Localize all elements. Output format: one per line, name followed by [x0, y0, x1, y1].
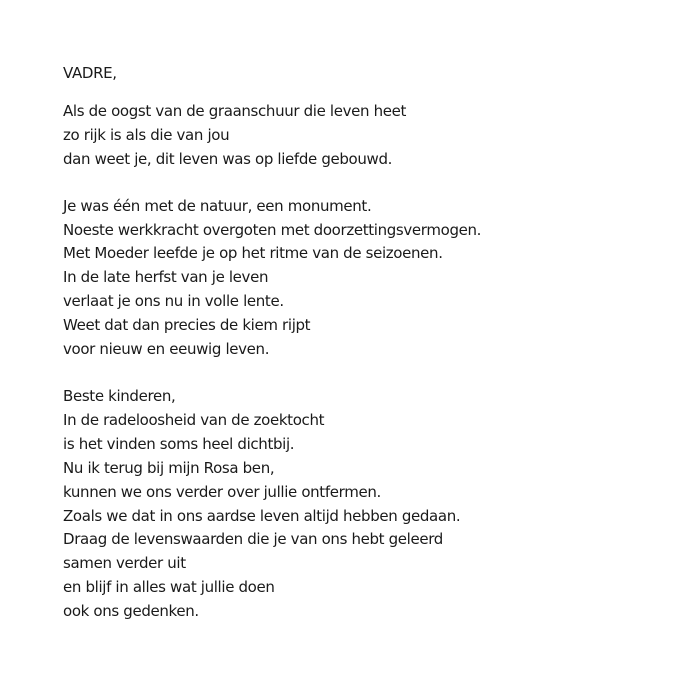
poem-line: Met Moeder leefde je op het ritme van de seizoenen. — [63, 244, 443, 263]
poem-line: samen verder uit — [63, 554, 186, 573]
poem-line: In de late herfst van je leven — [63, 268, 269, 287]
poem-line: Als de oogst van de graanschuur die leven heet — [63, 101, 407, 120]
poem-line: Noeste werkkracht overgoten met doorzettingsvermogen. — [63, 220, 482, 239]
stanza-3 — [63, 385, 643, 624]
poem-line: verlaat je ons nu in volle lente. — [63, 292, 284, 311]
poem-line: en blijf in alles wat jullie doen — [63, 578, 275, 597]
poem-line: kunnen we ons verder over jullie ontfermen. — [63, 482, 381, 501]
poem-line: is het vinden soms heel dichtbij. — [63, 434, 295, 453]
poem-line: zo rijk is als die van jou — [63, 125, 230, 144]
poem-line: Beste kinderen, — [63, 386, 176, 405]
poem-line: ook ons gedenken. — [63, 602, 199, 621]
poem-line: Weet dat dan precies de kiem rijpt — [63, 316, 311, 335]
poem — [63, 62, 643, 647]
poem-line: Draag de levenswaarden die je van ons hebt geleerd — [63, 530, 443, 549]
poem-line: dan weet je, dit leven was op liefde gebouwd. — [63, 149, 393, 168]
stanza-2 — [63, 195, 643, 362]
poem-line: voor nieuw en eeuwig leven. — [63, 340, 270, 359]
poem-line: Zoals we dat in ons aardse leven altijd hebben gedaan. — [63, 506, 461, 525]
stanza-1 — [63, 100, 643, 172]
poem-line: Je was één met de natuur, een monument. — [63, 196, 372, 215]
poem-line: Nu ik terug bij mijn Rosa ben, — [63, 458, 275, 477]
poem-title: VADRE, — [63, 64, 117, 82]
poem-line: In de radeloosheid van de zoektocht — [63, 410, 325, 429]
